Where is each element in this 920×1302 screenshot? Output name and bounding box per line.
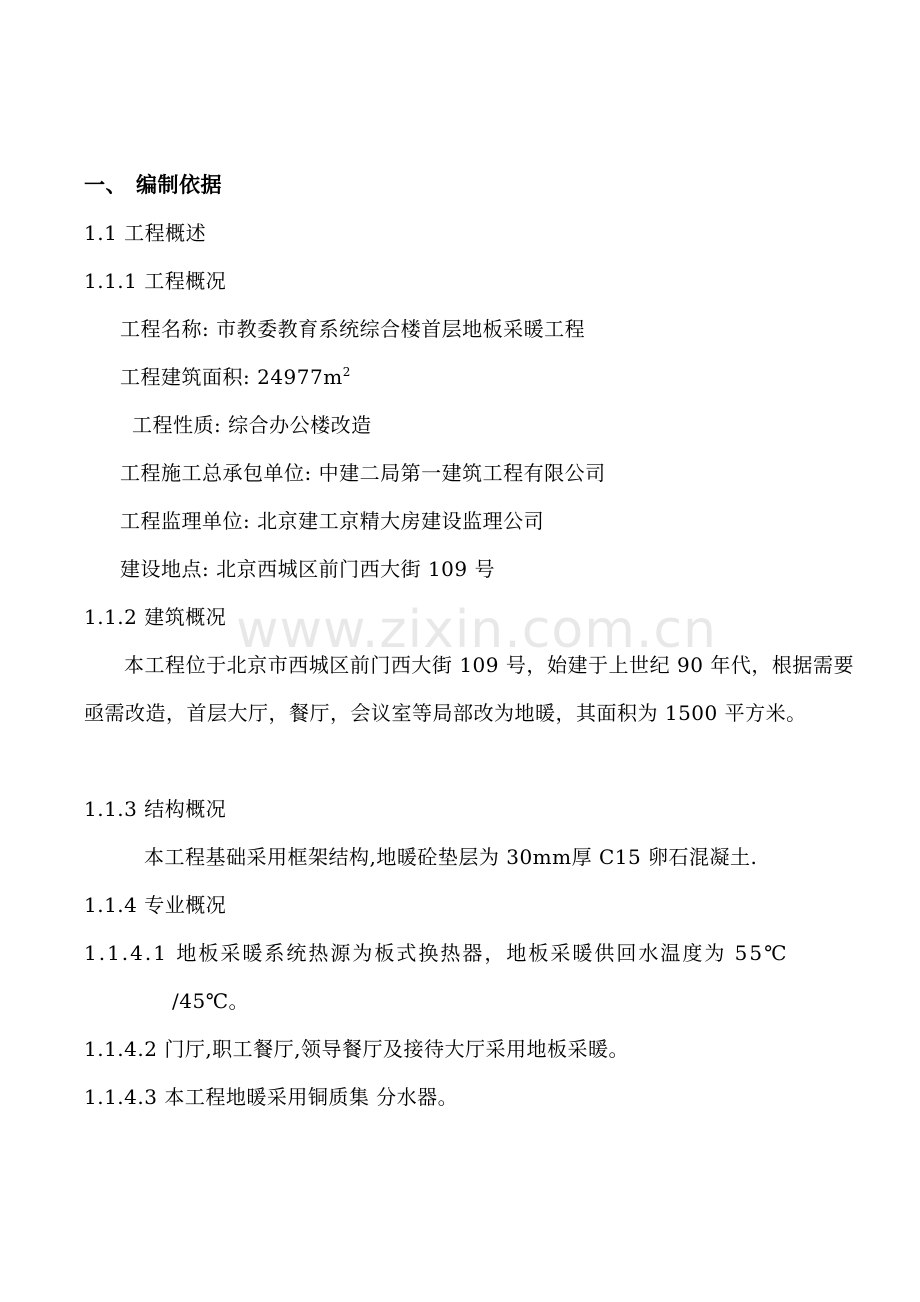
subsection-1-1: 1.1 工程概述 xyxy=(84,221,207,245)
item-1-1-4-1-continued: /45℃。 xyxy=(172,989,250,1013)
item-1-1-4-1: 1.1.4.1 地板采暖系统热源为板式换热器，地板采暖供回水温度为 55℃ xyxy=(84,941,789,965)
building-overview-paragraph: 本工程位于北京市西城区前门西大街 109 号，始建于上世纪 90 年代，根据需要亟需改造，首层大厅，餐厅，会议室等局部改为地暖，其面积为 1500 平方米。 xyxy=(84,653,854,725)
subsection-1-1-2: 1.1.2 建筑概况 xyxy=(84,605,227,629)
subsection-1-1-4: 1.1.4 专业概况 xyxy=(84,893,227,917)
area-superscript: 2 xyxy=(342,365,351,379)
construction-site-line: 建设地点: 北京西城区前门西大街 109 号 xyxy=(120,557,495,581)
item-1-1-4-3: 1.1.4.3 本工程地暖采用铜质集 分水器。 xyxy=(84,1085,459,1109)
general-contractor-line: 工程施工总承包单位: 中建二局第一建筑工程有限公司 xyxy=(120,461,606,485)
item-1-1-4-2: 1.1.4.2 门厅,职工餐厅,领导餐厅及接待大厅采用地板采暖。 xyxy=(84,1037,630,1061)
supervision-unit-line: 工程监理单位: 北京建工京精大房建设监理公司 xyxy=(120,509,545,533)
subsection-1-1-1: 1.1.1 工程概况 xyxy=(84,269,227,293)
section-heading xyxy=(84,171,222,199)
subsection-1-1-3: 1.1.3 结构概况 xyxy=(84,797,227,821)
site-watermark: www.zixin.com.cn xyxy=(236,600,717,660)
project-name-line: 工程名称: 市教委教育系统综合楼首层地板采暖工程 xyxy=(120,317,586,341)
structure-overview-paragraph: 本工程基础采用框架结构,地暖砼垫层为 30mm厚 C15 卵石混凝土. xyxy=(144,845,758,869)
building-area-text: 工程建筑面积: 24977m xyxy=(120,365,343,389)
building-area-line xyxy=(120,363,351,391)
project-nature-line: 工程性质: 综合办公楼改造 xyxy=(132,413,372,437)
section-title: 编制依据 xyxy=(136,173,222,197)
section-number: 一、 xyxy=(84,173,127,197)
